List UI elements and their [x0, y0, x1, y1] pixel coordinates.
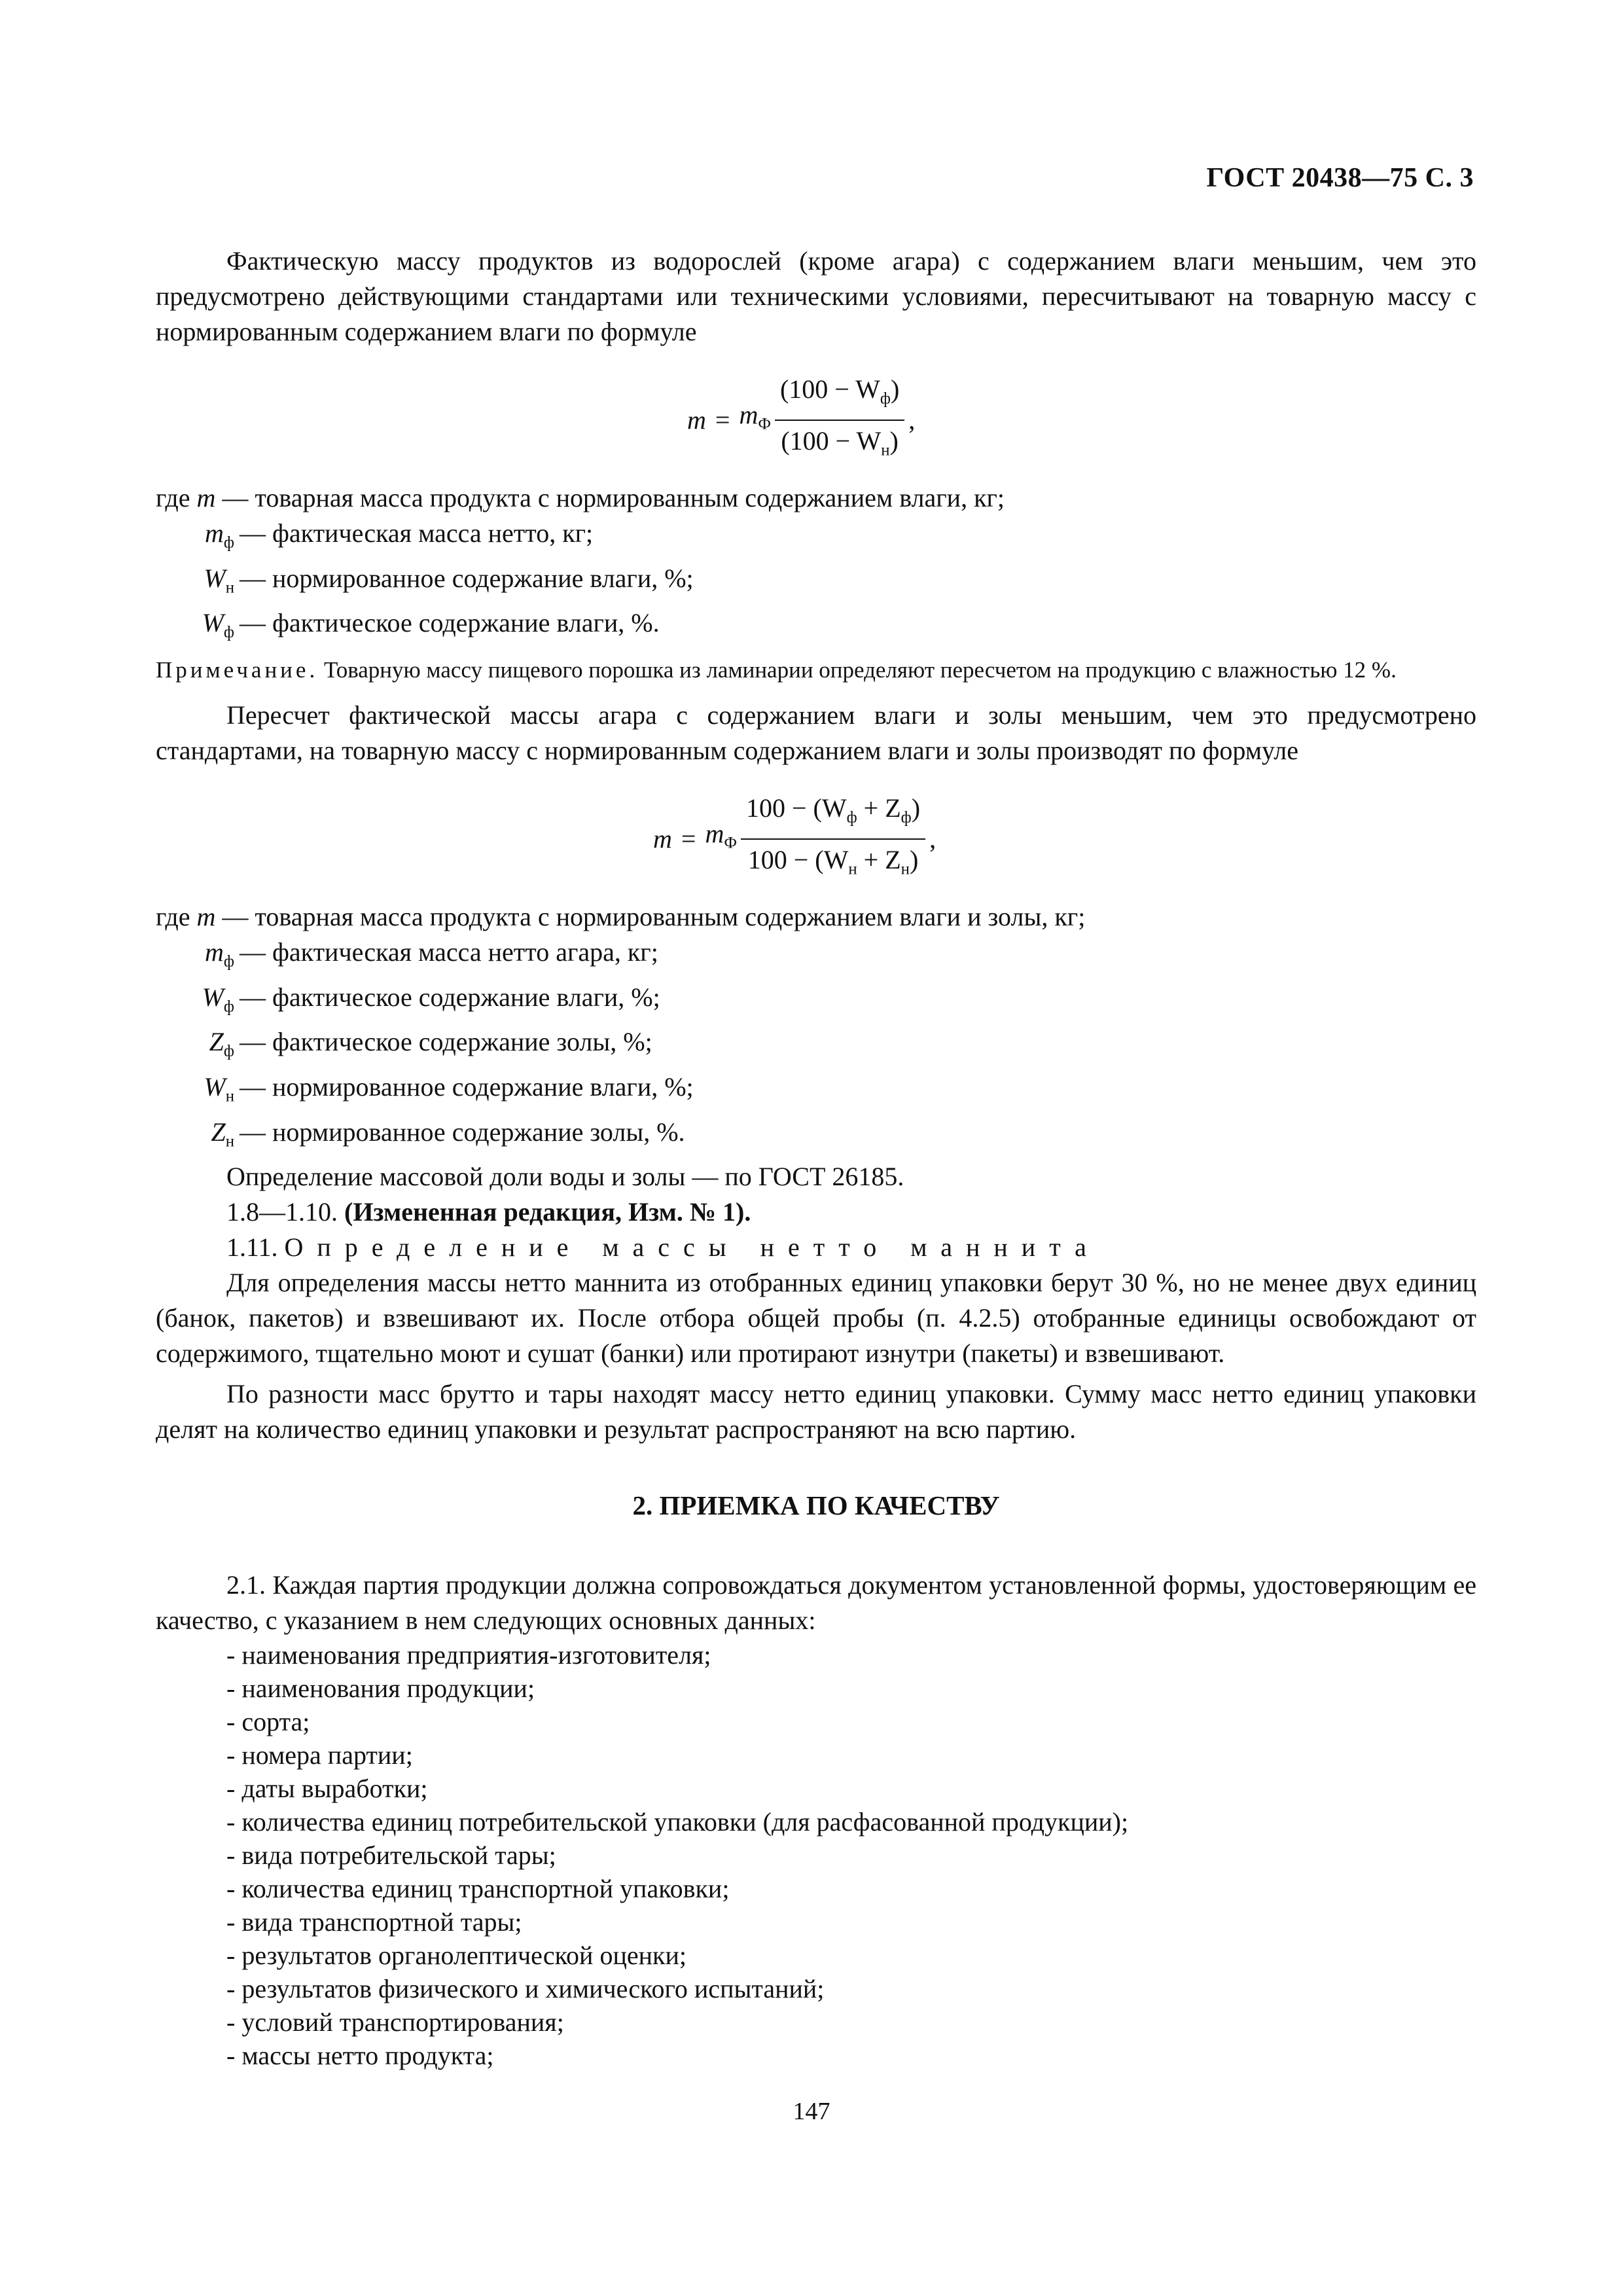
list-item: - результатов физического и химического испытаний;	[226, 1974, 825, 2004]
definition-row: $Z_н$ — нормированное содержание золы, %.	[211, 1117, 685, 1151]
formula-lhs: m	[687, 404, 706, 435]
paragraph-edit-note: 1.8—1.10. (Измененная редакция, Изм. № 1).	[226, 1197, 751, 1227]
formula-comma: ,	[908, 404, 916, 435]
formula-denominator: $(100 - W_н)$	[781, 425, 899, 459]
formula-numerator: $100 - (W_ф + Z_ф)$	[741, 791, 925, 840]
formula-comma: ,	[929, 823, 936, 853]
list-item: - вида потребительской тары;	[226, 1840, 556, 1871]
definitions-moisture	[156, 480, 1476, 651]
formula-denominator: $100 - (W_н + Z_н)$	[747, 844, 919, 878]
formula-fraction	[775, 372, 904, 468]
list-item: - количества единиц транспортной упаковки;	[226, 1874, 730, 1904]
definition-row: $W_н$ — нормированное содержание влаги, %;	[204, 1072, 694, 1105]
definitions-moisture-ash	[156, 899, 1476, 1159]
formula-factor: $m_Ф$	[739, 400, 771, 433]
list-item: - сорта;	[226, 1707, 310, 1737]
list-item: - вида транспортной тары;	[226, 1907, 522, 1937]
note-label: Примечание.	[156, 657, 319, 683]
definition-row: $m_ф$ — фактическая масса нетто агара, кг;	[205, 937, 658, 971]
list-item: - номера партии;	[226, 1740, 413, 1770]
list-item: - даты выработки;	[226, 1774, 428, 1804]
page-content	[156, 243, 1476, 2072]
formula-fraction	[741, 791, 925, 887]
paragraph-recalc-agar: Пересчет фактической массы агара с содержанием влаги и золы меньшим, чем это предусмотрено стандартами, на товарную массу с нормированным содержанием влаги и золы производят по формуле	[156, 700, 1476, 766]
formula-equals: =	[681, 823, 696, 853]
definition-row: $W_ф$ — фактическое содержание влаги, %;	[202, 982, 660, 1016]
definition-row: $m_ф$ — фактическая масса нетто, кг;	[205, 518, 594, 552]
formula-moisture	[156, 365, 1476, 457]
definition-row: $W_ф$ — фактическое содержание влаги, %.	[202, 608, 660, 642]
formula-equals: =	[715, 404, 730, 435]
definition-row: $Z_ф$ — фактическое содержание золы, %;	[209, 1027, 652, 1061]
note-text: Товарную массу пищевого порошка из ламинарии определяют пересчетом на продукцию с влажностью 12 %.	[318, 657, 1397, 683]
clause-1-11-heading: 1.11. Определение массы нетто маннита	[226, 1232, 1100, 1263]
acceptance-data-list	[226, 1638, 1476, 2072]
formula-numerator: $(100 - W_ф)$	[775, 372, 904, 421]
note-paragraph	[156, 655, 1476, 686]
document-header: ГОСТ 20438—75 С. 3	[1206, 163, 1474, 193]
paragraph-water-ash-reference: Определение массовой доли воды и золы — по ГОСТ 26185.	[226, 1162, 904, 1192]
paragraph-mannitol-method: Для определения массы нетто маннита из отобранных единиц упаковки берут 30 %, но не менее двух единиц (банок, пакетов) и взвешивают их. После отбора общей пробы (п. 4.2.5) отобранные единицы освобождают от содержимого, тщательно моют и сушат (банки) или протирают изнутри (пакеты) и взвешивают.	[156, 1268, 1476, 1369]
list-item: - массы нетто продукта;	[226, 2041, 494, 2071]
list-item: - наименования продукции;	[226, 1674, 535, 1704]
list-item: - результатов органолептической оценки;	[226, 1941, 687, 1971]
formula-moisture-ash	[156, 784, 1476, 876]
list-item: - наименования предприятия-изготовителя;	[226, 1640, 711, 1670]
definition-row: $W_н$ — нормированное содержание влаги, %;	[204, 563, 694, 597]
list-item: - количества единиц потребительской упаковки (для расфасованной продукции);	[226, 1807, 1129, 1837]
paragraph-recalc-algae: Фактическую массу продуктов из водорослей (кроме агара) с содержанием влаги меньшим, чем это предусмотрено действующими стандартами или техническими условиями, пересчитывают на товарную массу с нормированным содержанием влаги по формуле	[156, 246, 1476, 346]
formula-factor: $m_Ф$	[705, 819, 737, 853]
paragraph-mannitol-result: По разности масс брутто и тары находят массу нетто единиц упаковки. Сумму масс нетто единиц упаковки делят на количество единиц упаковки и результат распространяют на всю партию.	[156, 1379, 1476, 1444]
list-item: - условий транспортирования;	[226, 2007, 564, 2037]
definition-row: где m — товарная масса продукта с нормированным содержанием влаги и золы, кг;	[156, 902, 1086, 932]
definition-row: где m — товарная масса продукта с нормированным содержанием влаги, кг;	[156, 483, 1005, 512]
section-title: 2. ПРИЕМКА ПО КАЧЕСТВУ	[632, 1490, 1000, 1521]
formula-lhs: m	[653, 823, 672, 853]
page-number: 147	[793, 2098, 830, 2125]
paragraph-acceptance: 2.1. Каждая партия продукции должна сопровождаться документом установленной формы, удостоверяющим ее качество, с указанием в нем следующих основных данных:	[156, 1570, 1476, 1636]
